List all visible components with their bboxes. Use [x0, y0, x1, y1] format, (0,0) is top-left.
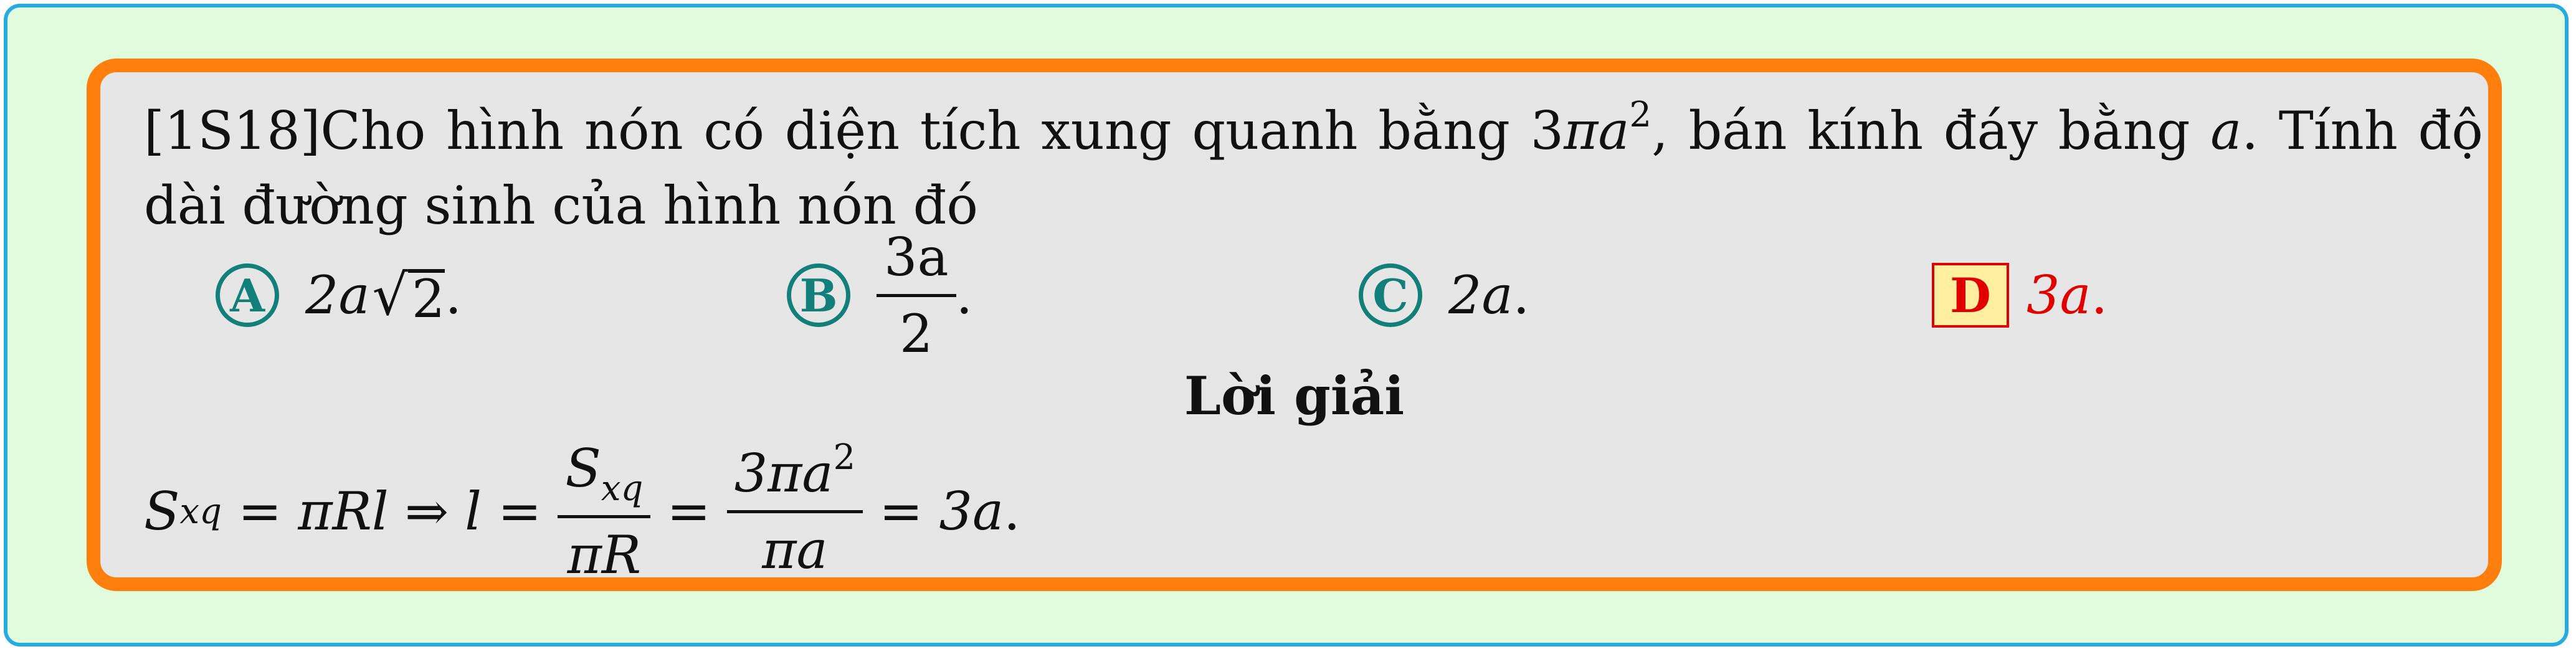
question-line-2: dài đường sinh của hình nón đó — [144, 175, 978, 236]
solution-fraction-2: $3\pi a^2$ πa — [727, 443, 863, 581]
choice-b-fraction: 3a 2 — [877, 227, 956, 364]
question-line-1: [1S18]Cho hình nón có diện tích xung quanh bằng $3\pi a^2$, bán kính đáy bằng a. Tính độ — [144, 95, 2483, 161]
choice-c[interactable]: C 2a . — [1359, 258, 1529, 333]
choice-b[interactable]: B 3a 2 . — [787, 258, 972, 333]
solution-fraction-1: $S_{xq}$ πR — [558, 438, 650, 585]
choice-c-label: C — [1359, 263, 1422, 327]
choice-d-label: D — [1932, 263, 2009, 328]
question-tag: [1S18] — [144, 100, 321, 161]
outer-frame — [4, 4, 2569, 647]
question-box — [87, 59, 2502, 591]
choice-a[interactable]: A 2a √ 2 . — [216, 258, 462, 333]
correct-answer: 3a — [2027, 265, 2091, 326]
choice-b-label: B — [787, 263, 850, 327]
solution-heading: Lời giải — [1184, 365, 1405, 427]
choice-a-label: A — [216, 263, 279, 327]
choice-d[interactable]: D 3a . — [1932, 258, 2108, 333]
solution-equation: S xq = πRl ⇒ l = $S_{xq}$ πR = $3\pi a^2$ πa = 3a . — [144, 437, 1020, 585]
